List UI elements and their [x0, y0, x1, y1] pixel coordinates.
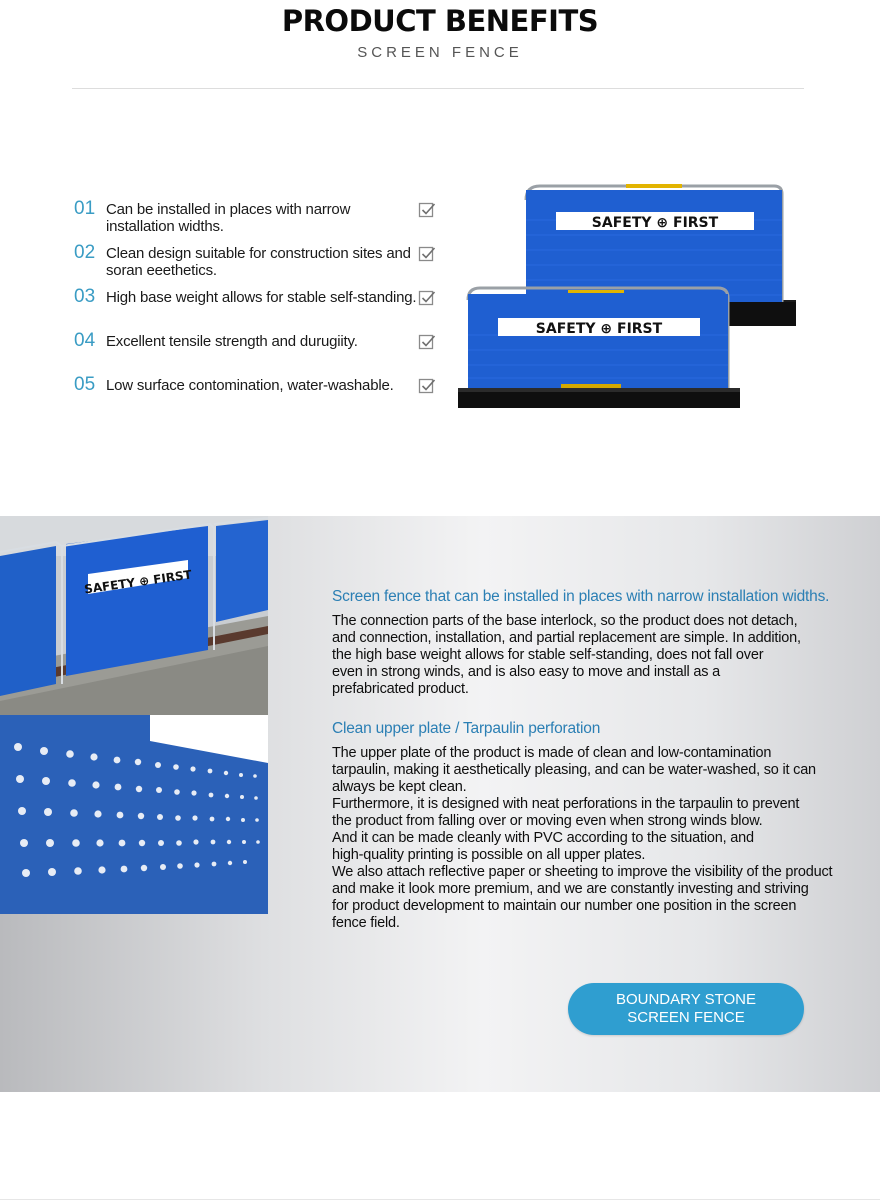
checkbox-check-icon: [418, 377, 436, 395]
front-sign-text: SAFETY ⊕ FIRST: [535, 321, 663, 337]
section-heading-tarpaulin: Clean upper plate / Tarpaulin perforation: [332, 720, 601, 737]
button-label-line2: SCREEN FENCE: [627, 1009, 745, 1026]
section-body-tarpaulin: [332, 745, 842, 932]
body-line: The connection parts of the base interlock, so the product does not detach,: [332, 613, 798, 629]
benefit-number: 02: [74, 242, 96, 263]
button-label-line1: BOUNDARY STONE: [615, 991, 757, 1008]
body-line: high-quality printing is possible on all upper plates.: [332, 847, 646, 863]
body-line: prefabricated product.: [332, 681, 469, 697]
bottom-divider: [0, 1199, 880, 1200]
benefit-text: Excellent tensile strength and durugiity.: [106, 333, 358, 350]
checkbox-check-icon: [418, 333, 436, 351]
body-line: fence field.: [332, 915, 400, 931]
body-line: The upper plate of the product is made of clean and low-contamination: [332, 745, 772, 761]
perforation-closeup-photo: [0, 715, 268, 914]
checkbox-check-icon: [418, 245, 436, 263]
photo-sign-text: SAFETY ⊕ FIRST: [83, 567, 193, 597]
benefit-text: Low surface contomination, water-washable.: [106, 377, 394, 394]
benefit-number: 03: [74, 286, 96, 307]
back-sign-text: SAFETY ⊕ FIRST: [591, 215, 719, 231]
benefit-number: 01: [74, 198, 96, 219]
boundary-stone-screen-fence-button[interactable]: [568, 983, 804, 1035]
page-title: PRODUCT BENEFITS: [281, 4, 599, 38]
benefit-text: High base weight allows for stable self-standing.: [106, 289, 417, 306]
page-subtitle: SCREEN FENCE: [357, 44, 523, 61]
body-line: tarpaulin, making it aesthetically pleasing, and can be water-washed, so it can: [332, 762, 816, 778]
benefit-number: 04: [74, 330, 96, 351]
installed-fence-photo: [0, 516, 268, 715]
body-line: And it can be made cleanly with PVC according to the situation, and: [332, 830, 754, 846]
benefit-item: [74, 198, 444, 238]
body-line: the product from falling over or moving even when strong winds blow.: [332, 813, 763, 829]
body-line: always be kept clean.: [332, 779, 467, 795]
body-line: for product development to maintain our number one position in the screen: [332, 898, 797, 914]
front-fence: [458, 288, 740, 408]
checkbox-check-icon: [418, 201, 436, 219]
section-heading-narrow-installation: Screen fence that can be installed in places with narrow installation widths.: [332, 588, 830, 605]
body-line: even in strong winds, and is also easy to move and install as a: [332, 664, 720, 680]
benefit-item: [74, 374, 444, 414]
benefit-text: Clean design suitable for construction sites and soran eeethetics.: [106, 245, 411, 279]
checkbox-check-icon: [418, 289, 436, 307]
body-line: We also attach reflective paper or sheeting to improve the visibility of the product: [332, 864, 833, 880]
benefit-item: [74, 330, 444, 370]
header-divider: [72, 88, 804, 89]
body-line: the high base weight allows for stable self-standing, does not fall over: [332, 647, 764, 663]
screen-fence-product-image: [456, 180, 801, 412]
benefit-item: [74, 286, 444, 326]
body-line: and make it look more premium, and we are constantly investing and striving: [332, 881, 809, 897]
body-line: and connection, installation, and partial replacement are simple. In addition,: [332, 630, 801, 646]
body-line: Furthermore, it is designed with neat perforations in the tarpaulin to prevent: [332, 796, 800, 812]
benefit-item: [74, 242, 444, 282]
section-body-narrow-installation: [332, 613, 832, 698]
benefit-number: 05: [74, 374, 96, 395]
benefit-text: Can be installed in places with narrow installation widths.: [106, 201, 351, 235]
